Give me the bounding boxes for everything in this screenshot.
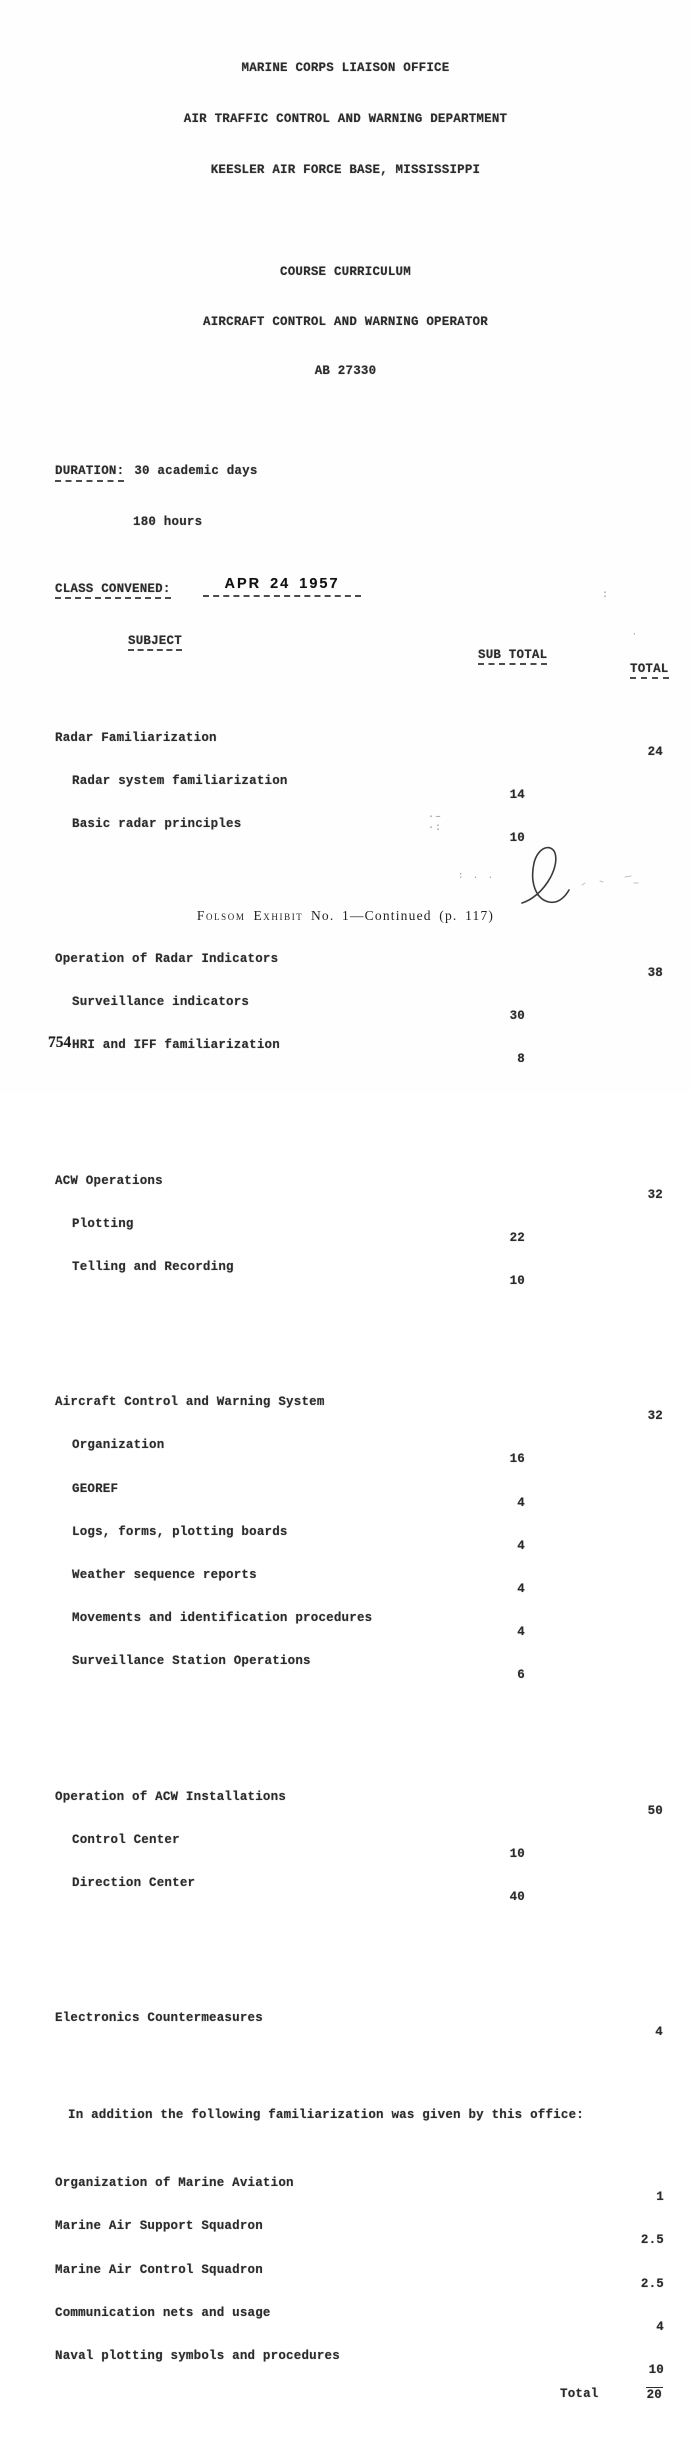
table-row — [0, 981, 691, 1024]
item-subtotal: 4 — [517, 1538, 525, 1553]
item-subtotal: 40 — [509, 1889, 525, 1904]
item-label: GEOREF — [72, 1481, 119, 1496]
item-label: Radar system familiarization — [72, 773, 288, 788]
section-total: 50 — [647, 1803, 663, 1818]
table-row — [0, 1203, 691, 1245]
section-title: Radar Familiarization — [55, 730, 217, 745]
table-row — [0, 1862, 691, 1904]
section-title-row — [0, 1160, 691, 1202]
table-row — [0, 803, 691, 845]
additional-item-total: 10 — [648, 2363, 664, 2377]
table-row — [0, 1511, 691, 1553]
scan-artifact: : — [602, 590, 610, 601]
item-label: Weather sequence reports — [72, 1567, 257, 1582]
item-label: Telling and Recording — [72, 1260, 234, 1274]
additional-item-label: Organization of Marine Aviation — [55, 2176, 294, 2191]
list-item — [0, 2205, 691, 2248]
grand-total-row — [0, 2384, 691, 2406]
item-label: Direction Center — [72, 1875, 196, 1890]
section-title: Operation of Radar Indicators — [55, 952, 279, 967]
item-label: Surveillance Station Operations — [72, 1654, 311, 1669]
table-header-row — [0, 620, 691, 676]
item-subtotal: 16 — [509, 1452, 525, 1467]
duration-label: DURATION: — [55, 463, 124, 482]
item-subtotal: 22 — [509, 1230, 525, 1245]
date-stamp-line — [203, 576, 361, 597]
class-convened-block — [55, 576, 691, 600]
addition-note: In addition the following familiarization was given by this office: — [68, 2108, 584, 2123]
section-acw-installations — [0, 1748, 691, 1906]
list-item — [0, 2162, 691, 2205]
list-item — [0, 2335, 691, 2377]
column-header-total: TOTAL — [630, 662, 669, 679]
additional-item-label: Naval plotting symbols and procedures — [55, 2349, 340, 2363]
table-row — [0, 1554, 691, 1596]
letterhead-line-office: MARINE CORPS LIAISON OFFICE — [241, 61, 450, 75]
section-total: 24 — [647, 744, 663, 759]
item-subtotal: 4 — [517, 1625, 525, 1640]
item-subtotal: 10 — [509, 1274, 525, 1288]
additional-item-label: Marine Air Support Squadron — [55, 2219, 263, 2234]
column-header-subject: SUBJECT — [128, 634, 182, 651]
item-subtotal: 10 — [509, 830, 525, 845]
course-number: AB 27330 — [314, 364, 377, 378]
table-row — [0, 1246, 691, 1288]
table-row — [0, 760, 691, 802]
scan-artifact: · — [632, 630, 638, 639]
item-subtotal: 6 — [517, 1668, 525, 1683]
table-row — [0, 1819, 691, 1861]
item-label: Organization — [72, 1438, 165, 1453]
item-subtotal: 4 — [517, 1581, 525, 1596]
column-header-subtotal: SUB TOTAL — [478, 648, 547, 665]
duration-block — [55, 431, 691, 562]
exhibit-caption — [0, 908, 691, 924]
section-acw-operations — [0, 1132, 691, 1290]
table-row — [0, 1424, 691, 1467]
section-title-row — [0, 1997, 691, 2040]
section-radar-indicators — [0, 910, 691, 1068]
letterhead-line-base: KEESLER AIR FORCE BASE, MISSISSIPPI — [210, 163, 481, 177]
list-item — [0, 2249, 691, 2291]
section-total: 32 — [647, 1187, 663, 1202]
letterhead — [0, 26, 691, 213]
duration-line1 — [55, 463, 691, 482]
duration-days: 30 academic days — [134, 463, 258, 478]
section-acw-system — [0, 1353, 691, 1683]
letterhead-line-department: AIR TRAFFIC CONTROL AND WARNING DEPARTMENT — [183, 112, 508, 126]
section-total: 38 — [647, 966, 663, 981]
section-title-row — [0, 1381, 691, 1424]
handwritten-mark — [430, 843, 680, 911]
exhibit-caption-smallcaps: Folsom Exhibit — [196, 908, 304, 923]
table-row — [0, 1597, 691, 1640]
additional-item-total: 2.5 — [640, 2233, 664, 2248]
grand-total-label: Total — [560, 2387, 599, 2402]
additional-item-label: Communication nets and usage — [55, 2305, 271, 2320]
course-curriculum-title: COURSE CURRICULUM — [280, 265, 411, 279]
course-title-block — [0, 231, 691, 413]
course-name: AIRCRAFT CONTROL AND WARNING OPERATOR — [203, 314, 488, 329]
section-title-row — [0, 717, 691, 759]
additional-item-total: 1 — [656, 2190, 664, 2205]
item-subtotal: 4 — [517, 1495, 525, 1510]
scan-artifact: ·– ·: — [428, 812, 443, 834]
section-title: Aircraft Control and Warning System — [55, 1395, 325, 1410]
item-label: Movements and identification procedures — [72, 1611, 373, 1626]
item-subtotal: 10 — [509, 1846, 525, 1861]
page-number: 754 — [48, 1034, 72, 1051]
item-label: Plotting — [72, 1216, 134, 1231]
item-label: HRI and IFF familiarization — [72, 1038, 280, 1053]
item-label: Basic radar principles — [72, 816, 242, 831]
item-subtotal: 30 — [509, 1009, 525, 1024]
section-radar-familiarization — [0, 689, 691, 847]
date-stamp: APR 24 1957 — [224, 575, 340, 592]
duration-hours: 180 hours — [133, 514, 203, 529]
table-row — [0, 1468, 691, 1510]
class-convened-label: CLASS CONVENED: — [55, 582, 171, 599]
additional-items-list — [0, 2134, 691, 2434]
item-subtotal: 14 — [509, 787, 525, 802]
section-electronics-countermeasures — [0, 1969, 691, 2040]
list-item — [0, 2292, 691, 2334]
additional-item-total: 2.5 — [640, 2276, 664, 2291]
section-title: Operation of ACW Installations — [55, 1789, 287, 1804]
item-subtotal: 8 — [517, 1052, 525, 1067]
item-label: Control Center — [72, 1832, 180, 1847]
section-title-row — [0, 1776, 691, 1818]
section-total: 32 — [647, 1409, 663, 1424]
item-label: Surveillance indicators — [72, 995, 250, 1010]
section-title: ACW Operations — [55, 1173, 163, 1188]
exhibit-caption-rest: No. 1—Continued (p. 117) — [303, 908, 495, 923]
ink-speckles: : . . — [458, 871, 496, 881]
section-title-row — [0, 938, 691, 981]
additional-item-total: 4 — [656, 2319, 664, 2334]
grand-total-value: 20 — [646, 2388, 662, 2403]
table-row — [0, 1640, 691, 1683]
additional-item-label: Marine Air Control Squadron — [55, 2262, 263, 2277]
section-total: 4 — [655, 2025, 663, 2040]
section-title: Electronics Countermeasures — [55, 2011, 263, 2026]
item-label: Logs, forms, plotting boards — [72, 1524, 288, 1539]
